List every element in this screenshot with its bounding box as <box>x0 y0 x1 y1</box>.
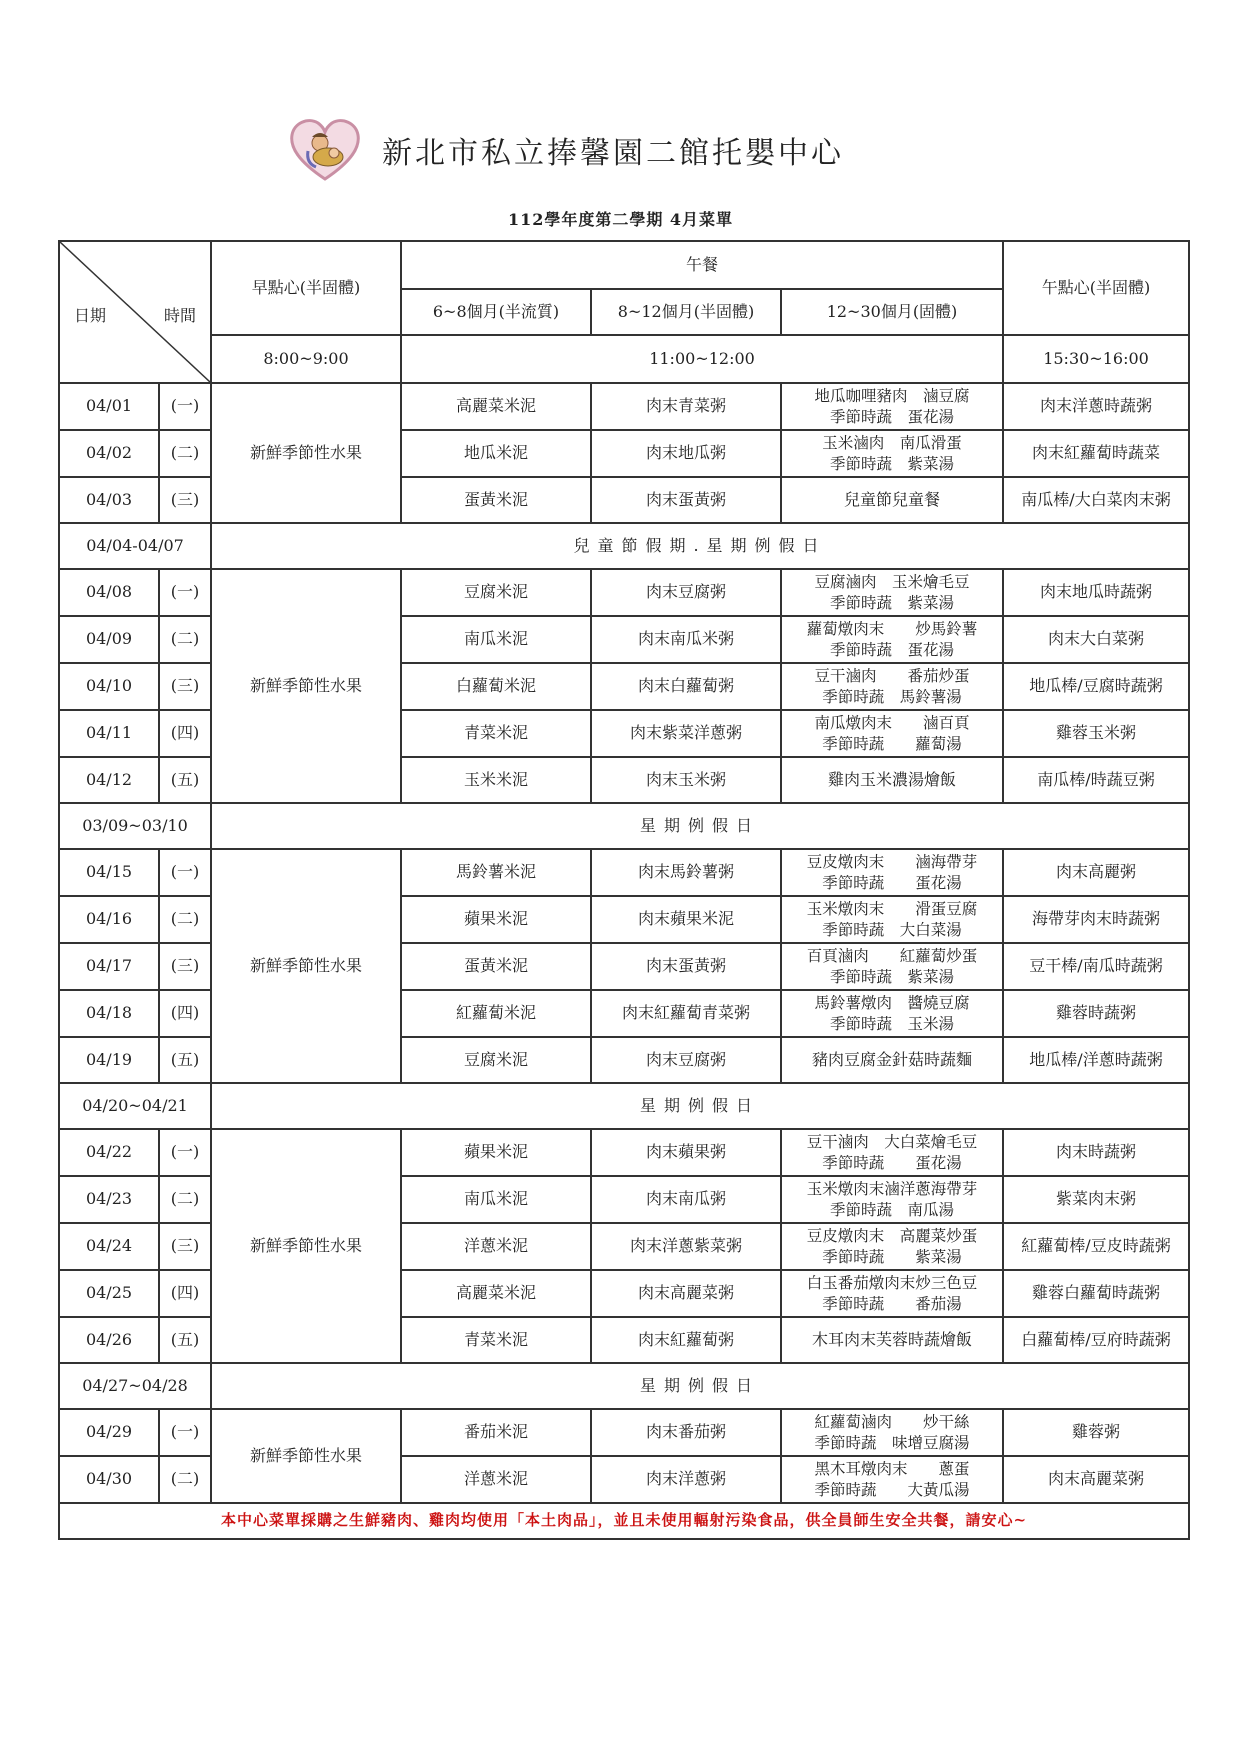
lunch-6-8-cell: 蘋果米泥 <box>401 1129 591 1176</box>
day-weekday: (四) <box>159 710 211 757</box>
snack-cell: 肉末高麗菜粥 <box>1003 1456 1189 1503</box>
lunch-12-30-line: 馬鈴薯燉肉 醬燒豆腐 <box>814 993 970 1012</box>
holiday-date: 04/20~04/21 <box>59 1083 211 1129</box>
lunch-6-8-cell: 洋蔥米泥 <box>401 1223 591 1270</box>
table-row <box>59 383 1189 430</box>
day-weekday: (五) <box>159 1317 211 1363</box>
lunch-8-12-cell: 肉末高麗菜粥 <box>591 1270 781 1317</box>
lunch-12-30-line: 豆皮燉肉末 滷海帶芽 <box>806 852 978 871</box>
holiday-date: 04/27~04/28 <box>59 1363 211 1409</box>
snack-cell: 肉末洋蔥時蔬粥 <box>1003 383 1189 430</box>
breakfast-fruit: 新鮮季節性水果 <box>211 1129 401 1363</box>
lunch-6-8-cell: 南瓜米泥 <box>401 1176 591 1223</box>
lunch-12-30-line: 季節時蔬 大黃瓜湯 <box>814 1480 970 1499</box>
lunch-12-30-line: 雞肉玉米濃湯燴飯 <box>827 769 956 789</box>
day-date: 04/25 <box>59 1270 159 1317</box>
lunch-12-30-line: 季節時蔬 蛋花湯 <box>829 407 954 426</box>
snack-cell: 南瓜棒/時蔬豆粥 <box>1003 757 1189 803</box>
snack-cell: 肉末時蔬粥 <box>1003 1129 1189 1176</box>
lunch-8-12-cell: 肉末豆腐粥 <box>591 1037 781 1083</box>
day-date: 04/17 <box>59 943 159 990</box>
snack-cell: 地瓜棒/豆腐時蔬粥 <box>1003 663 1189 710</box>
heart-logo-icon <box>288 117 362 183</box>
lunch-12-30-line: 季節時蔬 紫菜湯 <box>822 1247 962 1266</box>
holiday-date: 04/04-04/07 <box>59 523 211 569</box>
day-weekday: (二) <box>159 896 211 943</box>
page-title: 新北市私立捧馨園二館托嬰中心 <box>382 136 844 171</box>
lunch-12-30-line: 季節時蔬 馬鈴薯湯 <box>822 687 962 706</box>
day-weekday: (四) <box>159 1270 211 1317</box>
holiday-date: 03/09~03/10 <box>59 803 211 849</box>
lunch-12-30-line: 豆干滷肉 番茄炒蛋 <box>814 666 970 685</box>
snack-cell: 白蘿蔔棒/豆府時蔬粥 <box>1003 1317 1189 1363</box>
day-date: 04/01 <box>59 383 159 430</box>
breakfast-fruit: 新鮮季節性水果 <box>211 383 401 523</box>
day-weekday: (三) <box>159 663 211 710</box>
lunch-8-12-cell: 肉末洋蔥紫菜粥 <box>591 1223 781 1270</box>
lunch-12-30-line: 豬肉豆腐金針菇時蔬麵 <box>811 1049 972 1069</box>
lunch-12-30-cell <box>781 1037 1003 1083</box>
lunch-8-12-cell: 肉末青菜粥 <box>591 383 781 430</box>
table-row <box>59 569 1189 616</box>
lunch-6-8-cell: 豆腐米泥 <box>401 1037 591 1083</box>
lunch-8-12-cell: 肉末玉米粥 <box>591 757 781 803</box>
lunch-12-30-line: 豆皮燉肉末 高麗菜炒蛋 <box>806 1226 978 1245</box>
day-date: 04/12 <box>59 757 159 803</box>
menu-table <box>58 240 1190 1540</box>
lunch-12-30-line: 季節時蔬 紫菜湯 <box>829 593 954 612</box>
lunch-6-8-cell: 蛋黃米泥 <box>401 477 591 523</box>
lunch-12-30-line: 季節時蔬 番茄湯 <box>822 1294 962 1313</box>
day-date: 04/29 <box>59 1409 159 1456</box>
page-header <box>288 117 844 183</box>
holiday-label: 星期例假日 <box>211 1363 1189 1409</box>
lunch-6-8-header: 6~8個月(半流質) <box>401 289 591 335</box>
lunch-12-30-cell <box>781 663 1003 710</box>
lunch-header: 午餐 <box>401 241 1003 289</box>
lunch-6-8-cell: 玉米米泥 <box>401 757 591 803</box>
breakfast-fruit: 新鮮季節性水果 <box>211 569 401 803</box>
lunch-12-30-line: 豆干滷肉 大白菜燴毛豆 <box>806 1132 978 1151</box>
lunch-8-12-cell: 肉末紅蘿蔔粥 <box>591 1317 781 1363</box>
day-date: 04/19 <box>59 1037 159 1083</box>
breakfast-fruit: 新鮮季節性水果 <box>211 849 401 1083</box>
lunch-12-30-line: 季節時蔬 玉米湯 <box>829 1014 954 1033</box>
lunch-6-8-cell: 青菜米泥 <box>401 710 591 757</box>
lunch-12-30-line: 兒童節兒童餐 <box>843 489 940 509</box>
snack-cell: 紅蘿蔔棒/豆皮時蔬粥 <box>1003 1223 1189 1270</box>
day-weekday: (一) <box>159 849 211 896</box>
day-date: 04/02 <box>59 430 159 477</box>
lunch-6-8-cell: 蛋黃米泥 <box>401 943 591 990</box>
lunch-12-30-line: 白玉番茄燉肉末炒三色豆 <box>806 1273 978 1292</box>
table-row <box>59 849 1189 896</box>
menu-subtitle: 112學年度第二學期 4月菜單 <box>507 210 734 229</box>
lunch-6-8-cell: 豆腐米泥 <box>401 569 591 616</box>
lunch-6-8-cell: 蘋果米泥 <box>401 896 591 943</box>
lunch-8-12-cell: 肉末南瓜米粥 <box>591 616 781 663</box>
lunch-12-30-line: 黑木耳燉肉末 蔥蛋 <box>814 1459 970 1478</box>
holiday-row <box>59 1363 1189 1409</box>
lunch-12-30-cell <box>781 757 1003 803</box>
snack-header: 午點心(半固體) <box>1003 241 1189 335</box>
lunch-12-30-line: 木耳肉末芙蓉時蔬燴飯 <box>811 1329 972 1349</box>
day-date: 04/11 <box>59 710 159 757</box>
lunch-12-30-line: 季節時蔬 味增豆腐湯 <box>814 1433 970 1452</box>
lunch-12-30-cell <box>781 569 1003 616</box>
lunch-12-30-cell <box>781 477 1003 523</box>
breakfast-header: 早點心(半固體) <box>211 241 401 335</box>
day-date: 04/16 <box>59 896 159 943</box>
day-weekday: (二) <box>159 1176 211 1223</box>
lunch-8-12-header: 8~12個月(半固體) <box>591 289 781 335</box>
lunch-6-8-cell: 白蘿蔔米泥 <box>401 663 591 710</box>
lunch-12-30-line: 季節時蔬 大白菜湯 <box>822 920 962 939</box>
holiday-row <box>59 1083 1189 1129</box>
lunch-8-12-cell: 肉末白蘿蔔粥 <box>591 663 781 710</box>
lunch-12-30-cell <box>781 1270 1003 1317</box>
snack-cell: 豆干棒/南瓜時蔬粥 <box>1003 943 1189 990</box>
day-date: 04/30 <box>59 1456 159 1503</box>
lunch-12-30-line: 季節時蔬 紫菜湯 <box>829 967 954 986</box>
day-date: 04/15 <box>59 849 159 896</box>
snack-cell: 紫菜肉末粥 <box>1003 1176 1189 1223</box>
day-date: 04/09 <box>59 616 159 663</box>
lunch-12-30-cell <box>781 383 1003 430</box>
lunch-12-30-line: 豆腐滷肉 玉米燴毛豆 <box>814 572 970 591</box>
day-weekday: (一) <box>159 569 211 616</box>
day-date: 04/24 <box>59 1223 159 1270</box>
holiday-row <box>59 803 1189 849</box>
day-weekday: (二) <box>159 1456 211 1503</box>
day-weekday: (一) <box>159 1409 211 1456</box>
breakfast-fruit: 新鮮季節性水果 <box>211 1409 401 1503</box>
lunch-8-12-cell: 肉末南瓜粥 <box>591 1176 781 1223</box>
snack-time: 15:30~16:00 <box>1003 335 1189 383</box>
day-weekday: (四) <box>159 990 211 1037</box>
lunch-12-30-line: 蘿蔔燉肉末 炒馬鈴薯 <box>806 619 978 638</box>
lunch-8-12-cell: 肉末蛋黃粥 <box>591 943 781 990</box>
lunch-12-30-line: 季節時蔬 蘿蔔湯 <box>822 734 962 753</box>
day-weekday: (三) <box>159 1223 211 1270</box>
snack-cell: 雞蓉時蔬粥 <box>1003 990 1189 1037</box>
breakfast-time: 8:00~9:00 <box>211 335 401 383</box>
lunch-12-30-line: 季節時蔬 紫菜湯 <box>829 454 954 473</box>
lunch-8-12-cell: 肉末洋蔥粥 <box>591 1456 781 1503</box>
holiday-label: 兒童節假期.星期例假日 <box>211 523 1189 569</box>
day-date: 04/10 <box>59 663 159 710</box>
lunch-8-12-cell: 肉末蘋果粥 <box>591 1129 781 1176</box>
day-weekday: (一) <box>159 383 211 430</box>
snack-cell: 雞蓉玉米粥 <box>1003 710 1189 757</box>
lunch-time: 11:00~12:00 <box>401 335 1003 383</box>
day-date: 04/08 <box>59 569 159 616</box>
lunch-12-30-line: 季節時蔬 蛋花湯 <box>822 873 962 892</box>
table-row <box>59 1129 1189 1176</box>
lunch-8-12-cell: 肉末紫菜洋蔥粥 <box>591 710 781 757</box>
lunch-12-30-cell <box>781 1129 1003 1176</box>
day-date: 04/03 <box>59 477 159 523</box>
lunch-12-30-line: 季節時蔬 蛋花湯 <box>822 1153 962 1172</box>
day-weekday: (五) <box>159 1037 211 1083</box>
lunch-12-30-cell <box>781 1409 1003 1456</box>
lunch-12-30-line: 玉米燉肉末滷洋蔥海帶芽 <box>806 1179 978 1198</box>
lunch-8-12-cell: 肉末馬鈴薯粥 <box>591 849 781 896</box>
day-date: 04/26 <box>59 1317 159 1363</box>
snack-cell: 肉末地瓜時蔬粥 <box>1003 569 1189 616</box>
lunch-12-30-line: 玉米燉肉末 滑蛋豆腐 <box>806 899 978 918</box>
lunch-12-30-line: 南瓜燉肉末 滷百頁 <box>814 713 970 732</box>
lunch-12-30-cell <box>781 710 1003 757</box>
lunch-8-12-cell: 肉末豆腐粥 <box>591 569 781 616</box>
lunch-6-8-cell: 地瓜米泥 <box>401 430 591 477</box>
time-header: 時間 <box>163 306 196 325</box>
table-row <box>59 1409 1189 1456</box>
lunch-12-30-cell <box>781 1317 1003 1363</box>
day-weekday: (一) <box>159 1129 211 1176</box>
day-weekday: (三) <box>159 477 211 523</box>
lunch-6-8-cell: 洋蔥米泥 <box>401 1456 591 1503</box>
lunch-6-8-cell: 番茄米泥 <box>401 1409 591 1456</box>
lunch-12-30-line: 地瓜咖哩豬肉 滷豆腐 <box>814 386 970 405</box>
lunch-6-8-cell: 高麗菜米泥 <box>401 383 591 430</box>
holiday-label: 星期例假日 <box>211 1083 1189 1129</box>
date-header: 日期 <box>74 306 107 325</box>
lunch-8-12-cell: 肉末紅蘿蔔青菜粥 <box>591 990 781 1037</box>
day-weekday: (五) <box>159 757 211 803</box>
snack-cell: 雞蓉粥 <box>1003 1409 1189 1456</box>
lunch-12-30-cell <box>781 1223 1003 1270</box>
lunch-12-30-line: 玉米滷肉 南瓜滑蛋 <box>822 433 962 452</box>
lunch-8-12-cell: 肉末蛋黃粥 <box>591 477 781 523</box>
lunch-12-30-cell <box>781 849 1003 896</box>
day-date: 04/18 <box>59 990 159 1037</box>
holiday-row <box>59 523 1189 569</box>
lunch-8-12-cell: 肉末地瓜粥 <box>591 430 781 477</box>
lunch-6-8-cell: 高麗菜米泥 <box>401 1270 591 1317</box>
day-date: 04/23 <box>59 1176 159 1223</box>
day-weekday: (二) <box>159 430 211 477</box>
lunch-12-30-cell <box>781 616 1003 663</box>
notice-row <box>59 1503 1189 1539</box>
lunch-8-12-cell: 肉末蘋果米泥 <box>591 896 781 943</box>
snack-cell: 海帶芽肉末時蔬粥 <box>1003 896 1189 943</box>
snack-cell: 南瓜棒/大白菜肉末粥 <box>1003 477 1189 523</box>
lunch-12-30-line: 季節時蔬 南瓜湯 <box>829 1200 954 1219</box>
lunch-12-30-line: 紅蘿蔔滷肉 炒干絲 <box>814 1412 970 1431</box>
lunch-12-30-cell <box>781 1456 1003 1503</box>
lunch-12-30-line: 季節時蔬 蛋花湯 <box>829 640 954 659</box>
lunch-12-30-cell <box>781 1176 1003 1223</box>
day-date: 04/22 <box>59 1129 159 1176</box>
holiday-label: 星期例假日 <box>211 803 1189 849</box>
date-time-corner <box>59 241 211 383</box>
day-weekday: (三) <box>159 943 211 990</box>
snack-cell: 雞蓉白蘿蔔時蔬粥 <box>1003 1270 1189 1317</box>
snack-cell: 肉末紅蘿蔔時蔬菜 <box>1003 430 1189 477</box>
lunch-6-8-cell: 馬鈴薯米泥 <box>401 849 591 896</box>
lunch-12-30-cell <box>781 430 1003 477</box>
lunch-12-30-cell <box>781 943 1003 990</box>
lunch-6-8-cell: 南瓜米泥 <box>401 616 591 663</box>
notice-text: 本中心菜單採購之生鮮豬肉、雞肉均使用「本土肉品」，並且未使用輻射污染食品，供全員師生安全共餐，請安心~ <box>59 1503 1189 1539</box>
snack-cell: 肉末高麗粥 <box>1003 849 1189 896</box>
day-weekday: (二) <box>159 616 211 663</box>
lunch-6-8-cell: 青菜米泥 <box>401 1317 591 1363</box>
lunch-12-30-cell <box>781 896 1003 943</box>
lunch-12-30-line: 百頁滷肉 紅蘿蔔炒蛋 <box>806 946 978 965</box>
lunch-8-12-cell: 肉末番茄粥 <box>591 1409 781 1456</box>
lunch-12-30-cell <box>781 990 1003 1037</box>
lunch-12-30-header: 12~30個月(固體) <box>781 289 1003 335</box>
snack-cell: 肉末大白菜粥 <box>1003 616 1189 663</box>
snack-cell: 地瓜棒/洋蔥時蔬粥 <box>1003 1037 1189 1083</box>
lunch-6-8-cell: 紅蘿蔔米泥 <box>401 990 591 1037</box>
